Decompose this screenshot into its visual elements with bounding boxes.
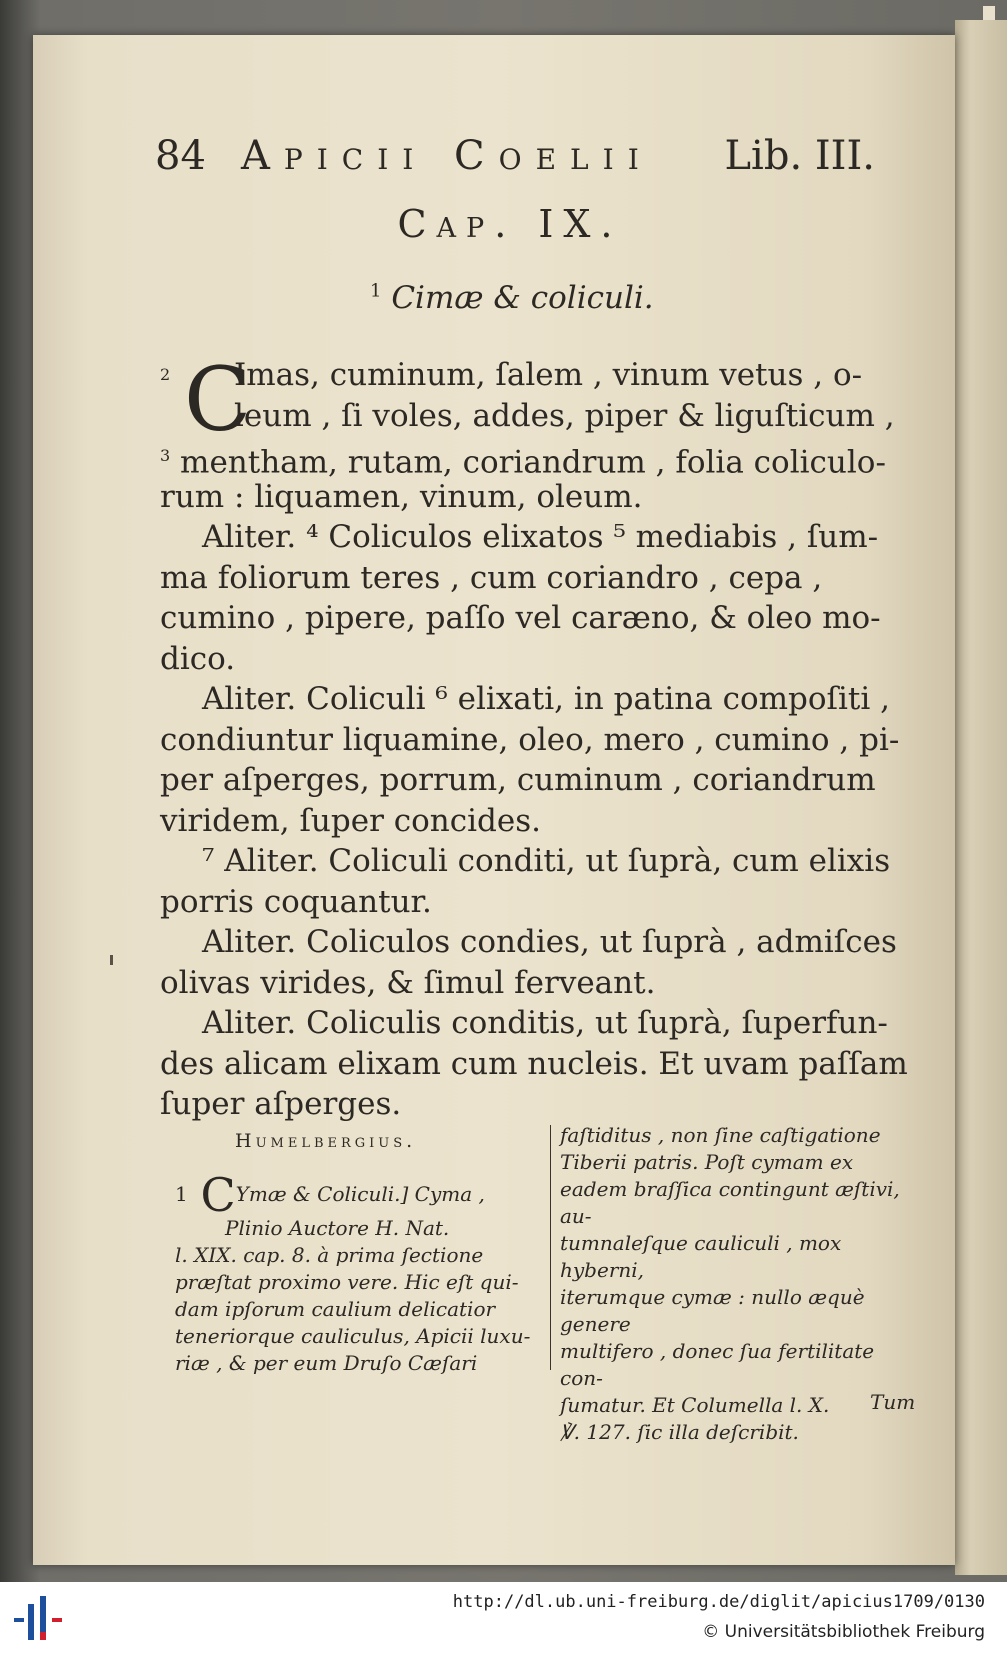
note-line: 1 CYmæ & Coliculi.] Cyma ,: [175, 1168, 485, 1222]
text-line: 2 Imas, cuminum, ſalem , vinum vetus , o-: [160, 357, 863, 393]
margin-mark: [110, 955, 113, 965]
note-line: riæ , & per eum Druſo Cæſari: [175, 1351, 478, 1375]
text-line: des alicam elixam cum nucleis. Et uvam paſſam: [160, 1045, 908, 1082]
note-line: tumnaleſque cauliculi , mox hyberni,: [560, 1231, 842, 1282]
section-title-text: Cimæ & coliculi.: [391, 280, 654, 316]
text-line: cumino , pipere, paſſo vel caræno, & oleo mo-: [160, 600, 881, 636]
note-line: teneriorque cauliculus, Apicii luxu-: [175, 1324, 531, 1348]
drop-cap: C: [184, 348, 252, 451]
section-title: [370, 280, 670, 316]
text-line: leum , ſi voles, addes, piper & liguſticum ,: [234, 397, 895, 434]
note-line: ℣. 127. ſic illa deſcribit.: [560, 1420, 799, 1444]
chapter-heading: Cap. IX.: [397, 202, 623, 246]
text-line: dico.: [160, 640, 236, 677]
text-line: porris coquantur.: [160, 883, 432, 920]
text-line: per aſperges, porrum, cuminum , coriandrum: [160, 762, 876, 798]
note-mark: 1: [370, 280, 382, 302]
text-line: Aliter. Coliculos condies, ut ſuprà , admiſces: [202, 924, 897, 960]
text-line: condiuntur liquamine, oleo, mero , cumino , pi-: [160, 721, 900, 758]
recipe-text: [160, 348, 908, 1125]
page-number: 84: [155, 133, 206, 179]
running-head: [155, 128, 875, 184]
text-line: Aliter. Coliculi ⁶ elixati, in patina compoſiti ,: [202, 681, 890, 717]
text-line: ſuper aſperges.: [160, 1086, 402, 1122]
source-url-link[interactable]: http://dl.ub.uni-freiburg.de/diglit/apicius1709/0130: [452, 1592, 985, 1612]
column-rule: [550, 1125, 551, 1370]
note-line: Tiberii patris. Poſt cymam ex: [560, 1150, 854, 1174]
note-line: Plinio Auctore H. Nat.: [225, 1216, 450, 1240]
note-line: præſtat proximo vere. Hic eſt qui-: [175, 1270, 519, 1294]
text-line: ⁷ Aliter. Coliculi conditi, ut ſuprà, cum elixis: [202, 843, 891, 879]
notes-heading: Humelbergius.: [235, 1130, 417, 1152]
note-line: ſumatur. Et Columella l. X.: [560, 1393, 830, 1417]
note-line: multifero , donec ſua fertilitate con-: [560, 1339, 875, 1390]
text-line: Aliter. ⁴ Coliculos elixatos ⁵ mediabis , ſum-: [202, 519, 879, 555]
text-line: olivas virides, & ſimul ferveant.: [160, 964, 656, 1001]
page-tab: [983, 6, 995, 20]
note-line: faſtiditus , non ſine caſtigatione: [560, 1123, 881, 1147]
note-line: l. XIX. cap. 8. à prima ſectione: [175, 1243, 484, 1267]
notes-left-column: [175, 1168, 545, 1377]
text-line: viridem, ſuper concides.: [160, 802, 541, 839]
text-line: $^3$ mentham, rutam, coriandrum , folia coliculo-: [160, 444, 886, 481]
notes-right-column: [560, 1122, 910, 1446]
note-line: eadem braſſica contingunt æſtivi, au-: [560, 1177, 900, 1228]
note-line: iterumque cymæ : nullo æquè genere: [560, 1285, 865, 1336]
facing-page-edge: [955, 20, 1007, 1575]
copyright-text: © Universitätsbibliothek Freiburg: [702, 1622, 985, 1642]
text-line: ma foliorum teres , cum coriandro , cepa ,: [160, 559, 823, 596]
text-line: rum : liquamen, vinum, oleum.: [160, 478, 643, 515]
footer-bar: [0, 1582, 1007, 1655]
text-line: Aliter. Coliculis conditis, ut ſuprà, ſuperfun-: [202, 1005, 888, 1041]
running-title: Apicii Coelii: [241, 133, 653, 179]
note-line: dam ipſorum caulium delicatior: [175, 1297, 496, 1321]
catchword: Tum: [870, 1390, 916, 1414]
note-drop-cap: C: [200, 1168, 236, 1222]
library-logo-icon[interactable]: [14, 1596, 64, 1644]
book-label: Lib. III.: [724, 133, 875, 179]
